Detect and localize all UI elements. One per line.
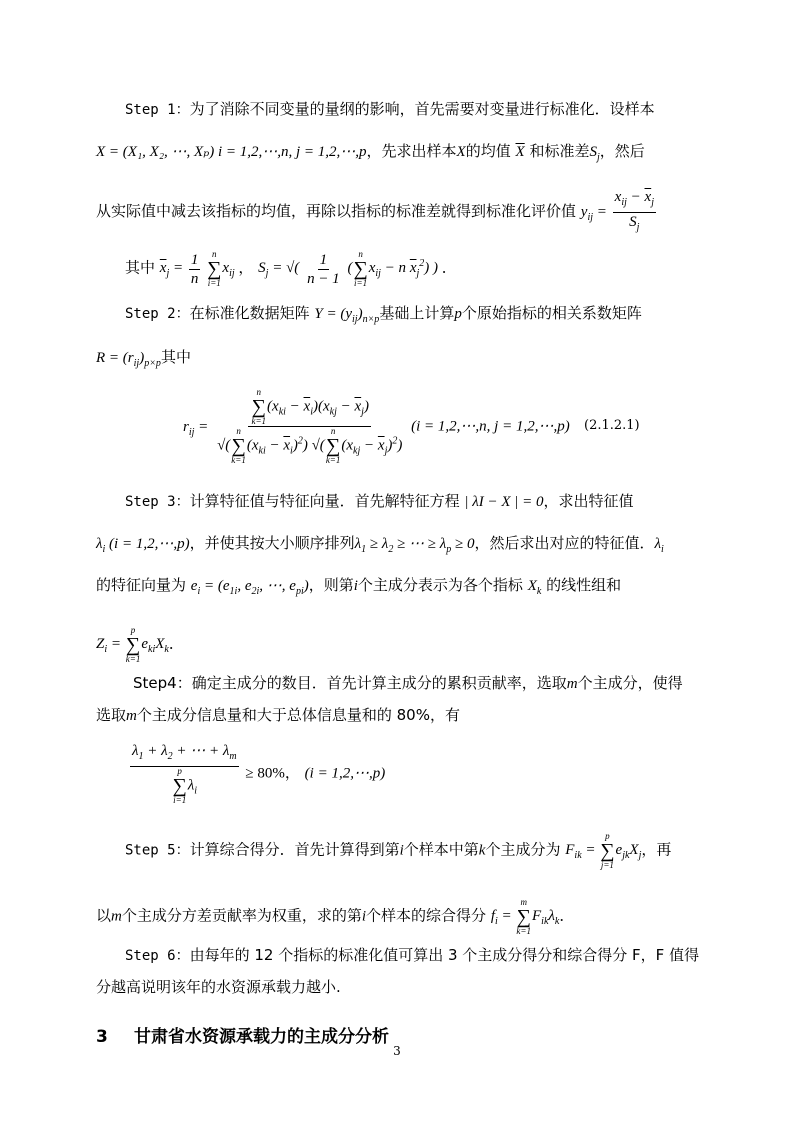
step5-text-b: 个样本中第: [403, 840, 479, 859]
step6-text-a: 由每年的 12 个指标的标准化值可算出 3 个主成分得分和综合得分 F，F 值得: [189, 946, 700, 964]
step6-text-b: 分越高说明该年的水资源承载力越小.: [96, 978, 341, 996]
step1-text-c: 的均值: [465, 142, 511, 160]
step3-line4: $Z_i$ = p ∑ k=1 $e_{ki}X_k$．: [96, 625, 184, 664]
step2-label: Step 2：: [125, 306, 190, 322]
step4-line2: 选取m个主成分信息量和大于总体信息量和的 80%，有: [96, 706, 460, 724]
step1-text-e: ，然后: [599, 142, 645, 160]
step5-text-d: ，再: [641, 840, 672, 859]
step5-text-a: 计算综合得分．首先计算得到第: [189, 840, 400, 859]
var-x: X: [456, 144, 466, 160]
step2-text-a: 在标准化数据矩阵: [189, 304, 310, 322]
step1-line4: 其中 $\overline{x}_j$ = $\frac{1}{n}$ n ∑ i=1 $x_{ij}$ ， $S_j$ = √( $\frac{1}{n - 1}$ ( n ∑ i=1 $x_{ij} - n$ $\overline{x}_j^2$) ) ．: [125, 249, 457, 288]
step1-label: Step 1：: [125, 102, 190, 118]
formula-component: $Z_i$ = p ∑ k=1 $e_{ki}X_k$: [96, 625, 169, 664]
step5-text-e: 以: [96, 906, 112, 925]
std-sj: $S_j$: [589, 144, 600, 163]
step1-text-g: 其中: [125, 258, 156, 277]
step5-label: Step 5：: [125, 842, 190, 859]
step2-text-d: 其中: [160, 348, 191, 366]
page-number: 3: [393, 1044, 401, 1058]
mean-x: $\overline{X}$: [515, 144, 525, 160]
step6-label: Step 6：: [125, 948, 190, 964]
step3-line3: 的特征向量为 $e_i = (e_{1i}$, $e_{2i}$, ⋯, $e_{pi}$)，则第i个主成分表示为各个指标 $X_k$ 的线性组和: [96, 576, 622, 597]
step3-label: Step 3：: [125, 494, 190, 510]
equation-number: (2.1.2.1): [584, 418, 640, 433]
step5-text-g: 个样本的综合得分: [366, 906, 487, 925]
step6-line2: [96, 976, 718, 998]
formula-standardized: $y_{ij}$ = $\frac{x_{ij} - \overline{x}_j}{S_j}$: [580, 189, 654, 233]
step1-text-d: 和标准差: [529, 142, 590, 160]
section-title: 甘肃省水资源承载力的主成分分析: [134, 1027, 389, 1047]
step5-line1: Step 5：计算综合得分．首先计算得到第i个样本中第k个主成分为 $F_{ik}$ = p ∑ j=1 $e_{jk}X_j$，再: [125, 831, 672, 870]
formula-mean: $\overline{x}_j$ = $\frac{1}{n}$ n ∑ i=1 $x_{ij}$: [159, 249, 235, 288]
step4-text-b: 个主成分，使得: [577, 674, 683, 692]
step3-text-d: ，然后求出对应的特征值．: [474, 534, 655, 552]
formula-correlation: $r_{ij}$ = n ∑ k=1 $(x_{ki} - \overline{x}_i)(x_{kj} - \overline{x}_j)$ √( n ∑ k=1 $(x_{ki} - \overline{x}_i)^2$) √( n ∑ k=1 $(x_{kj} - \overline{x}_j)^2$) (i = 1,2,⋯,n, j = 1,2,⋯,p): [183, 387, 570, 465]
step3-text-a: 计算特征值与特征向量．首先解特征方程: [189, 492, 460, 510]
step5-line2: 以m个主成分方差贡献率为权重，求的第i个样本的综合得分 $f_i$ = m ∑ k=1 $F_{ik}\lambda_k$．: [96, 897, 575, 936]
step3-text-b: ，求出特征值: [543, 492, 634, 510]
formula-matrix-y: $Y = (y_{ij})_{n\times p}$: [314, 306, 380, 325]
step3-text-c: ，并使其按大小顺序排列: [189, 534, 355, 552]
ineq-range: (i = 1,2,⋯,p): [304, 765, 386, 782]
ineq-rhs: ≥ 80%: [245, 765, 285, 782]
formula-std: $S_j$ = √( $\frac{1}{n - 1}$ ( n ∑ i=1 $x_{ij} - n$ $\overline{x}_j^2$) ): [258, 249, 442, 288]
step3-line2: $\lambda_i$ (i = 1,2,⋯,p)，并使其按大小顺序排列$\lambda_1 \ge \lambda_2$ ≥ ⋯ ≥ $\lambda_p \ge 0$，然后求出对应的特征值．$\lambda_i$: [96, 534, 664, 555]
step4-line1: Step4：确定主成分的数目．首先计算主成分的累积贡献率，选取m个主成分，使得: [133, 674, 683, 692]
formula-characteristic: | λI − X | = 0: [464, 494, 544, 510]
step3-text-h: 的线性组和: [546, 576, 622, 594]
step3-text-f: ，则第: [308, 576, 354, 594]
step1-line2: [96, 140, 718, 169]
step1-text-f: 从实际值中减去该指标的均值，再除以指标的标准差就得到标准化评价值: [96, 201, 577, 220]
step5-text-f: 个主成分方差贡献率为权重，求的第: [121, 906, 362, 925]
step1-text-a: 为了消除不同变量的量纲的影响，首先需要对变量进行标准化．设样本: [189, 100, 655, 118]
formula-eigenvalues: $\lambda_i$ (i = 1,2,⋯,p): [96, 536, 190, 555]
formula-fi: $f_i$ = m ∑ k=1 $F_{ik}\lambda_k$: [490, 897, 560, 936]
formula-matrix-r: $R = (r_{ij})_{p\times p}$: [96, 350, 161, 369]
step4-text-a: 确定主成分的数目．首先计算主成分的累积贡献率，选取: [191, 674, 567, 692]
formula-sample-x: X = (X₁, X₂, ⋯, Xₚ) i = 1,2,⋯,n, j = 1,2,⋯,p: [96, 144, 367, 160]
step1-line1: [125, 98, 718, 121]
formula-cumulative: $\lambda_1 + \lambda_2$ + ⋯ + $\lambda_m$ p ∑ i=1 $\lambda_i$ ≥ 80%， (i = 1,2,⋯,p): [132, 743, 386, 805]
formula-eigenvector: $e_i = (e_{1i}$, $e_{2i}$, ⋯, $e_{pi}$): [190, 578, 309, 597]
var-p: p: [454, 306, 462, 322]
step3-text-g: 个主成分表示为各个指标: [357, 576, 523, 594]
step1-line3: [96, 188, 718, 237]
step6-line1: [125, 944, 718, 967]
step4-text-c: 选取: [96, 706, 127, 724]
step2-text-b: 基础上计算: [379, 304, 455, 322]
step2-line1: [125, 302, 718, 331]
step4-label: Step4：: [133, 674, 192, 692]
step2-text-c: 个原始指标的相关系数矩阵: [461, 304, 642, 322]
formula-fik: $F_{ik}$ = p ∑ j=1 $e_{jk}X_j$: [565, 831, 642, 870]
step3-line1: [125, 490, 718, 513]
formula-order: $\lambda_1 \ge \lambda_2$ ≥ ⋯ ≥ $\lambda_p \ge 0$: [354, 536, 475, 555]
step4-text-d: 个主成分信息量和大于总体信息量和的 80%，有: [136, 706, 460, 724]
step5-text-c: 个主成分为: [485, 840, 561, 859]
step1-text-b: ，先求出样本: [366, 142, 457, 160]
section-number: 3: [96, 1027, 108, 1047]
step2-line2: [96, 346, 718, 375]
step3-text-e: 的特征向量为: [96, 576, 187, 594]
